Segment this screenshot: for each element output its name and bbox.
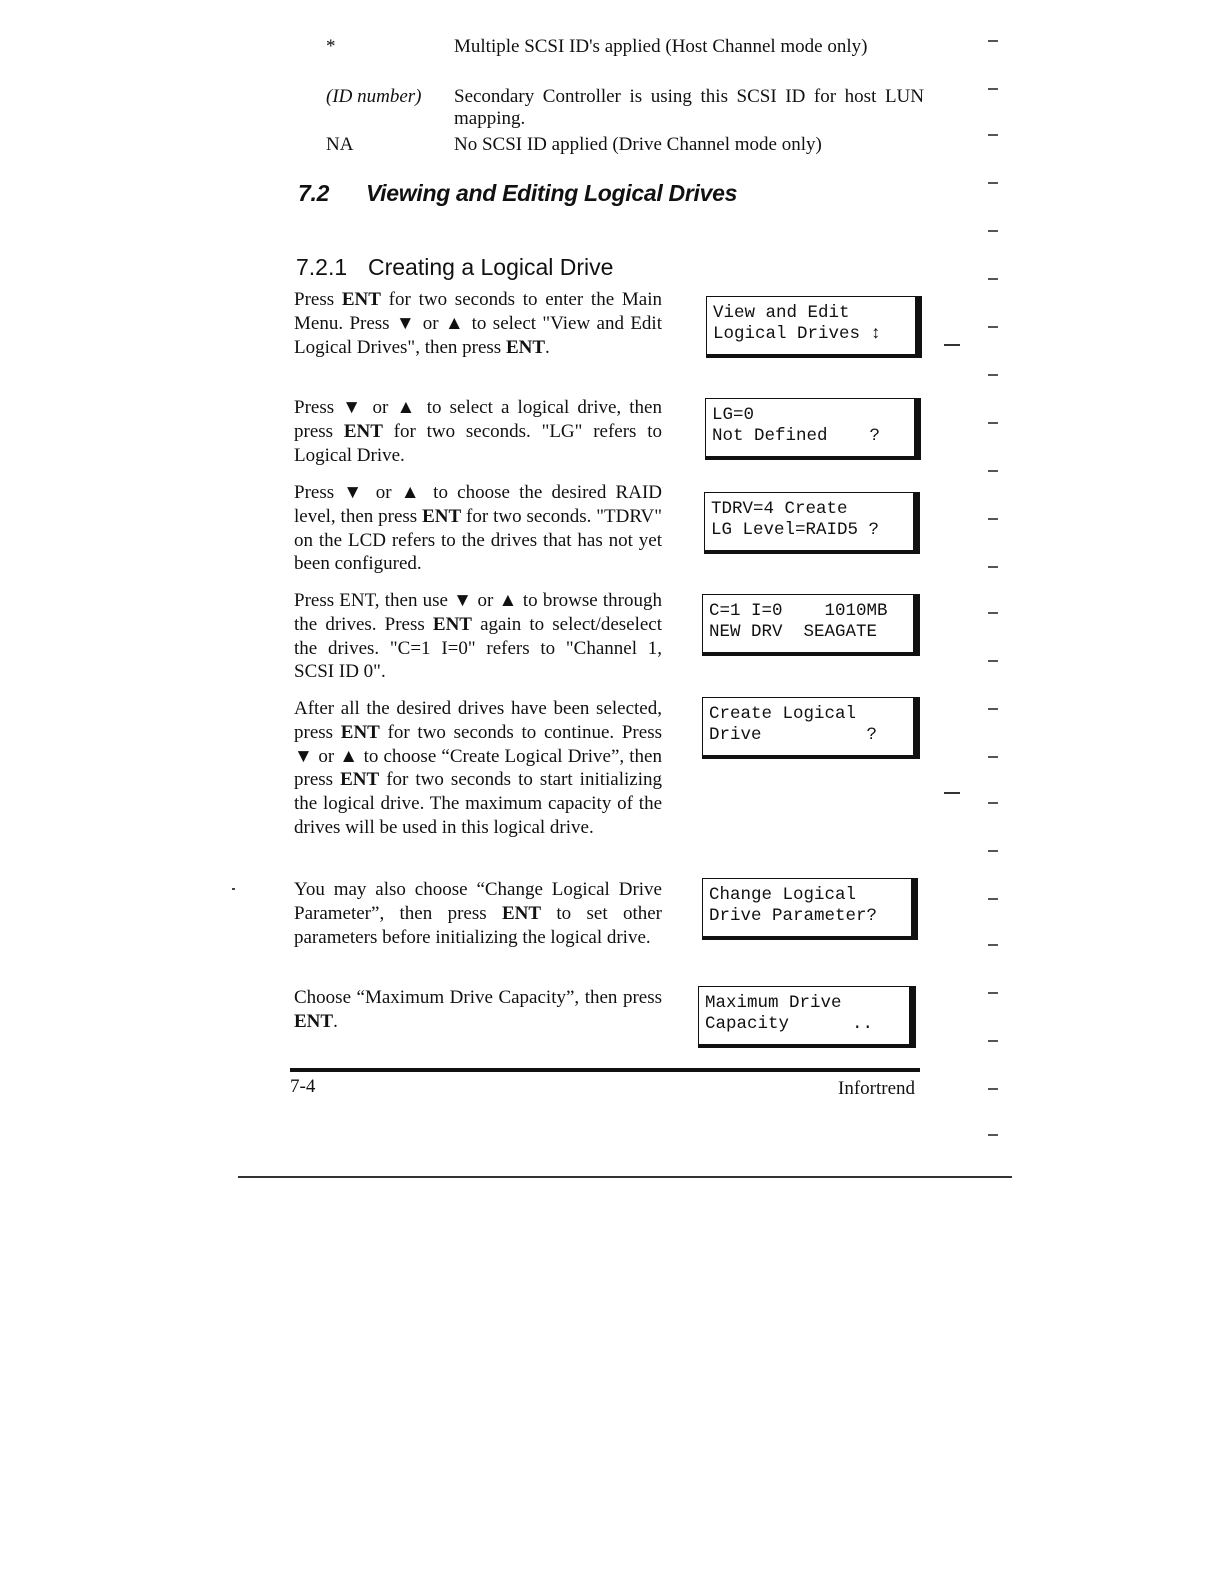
definition-description: No SCSI ID applied (Drive Channel mode only) (454, 134, 822, 155)
instruction-paragraph: Press ENT for two seconds to enter the Main Menu. Press ▼ or ▲ to select "View and Edit Logical Drives", then press ENT. (294, 289, 662, 358)
scan-artifact (988, 40, 998, 42)
lcd-screen-lg-not-defined (705, 398, 921, 460)
lcd-line: Capacity .. (705, 1014, 874, 1034)
scan-artifact (988, 708, 998, 710)
definition-term: (ID number) (326, 86, 422, 107)
scan-artifact (988, 1134, 998, 1136)
scan-artifact (988, 1088, 998, 1090)
scan-artifact (988, 182, 998, 184)
instruction-paragraph: Press ▼ or ▲ to select a logical drive, then press ENT for two seconds. "LG" refers to Logical Drive. (294, 397, 662, 466)
scan-artifact (988, 518, 998, 520)
lcd-line: Logical Drives ↕ (713, 324, 882, 344)
instruction-paragraph: You may also choose “Change Logical Drive Parameter”, then press ENT to set other parameters before initializing the logical drive. (294, 879, 662, 948)
subsection-heading (296, 254, 613, 281)
instruction-paragraph: Choose “Maximum Drive Capacity”, then press ENT. (294, 987, 662, 1032)
subsection-number: 7.2.1 (296, 254, 348, 280)
scan-artifact (988, 422, 998, 424)
lcd-line: LG Level=RAID5 ? (711, 520, 880, 540)
scan-artifact (988, 756, 998, 758)
scan-artifact (988, 612, 998, 614)
scan-artifact (988, 230, 998, 232)
lcd-screen-tdrv-create (704, 492, 920, 554)
instruction-paragraph: Press ▼ or ▲ to choose the desired RAID level, then press ENT for two seconds. "TDRV" on the LCD refers to the drives that has not yet been configured. (294, 482, 662, 575)
lcd-line: Drive ? (709, 725, 878, 745)
lcd-line: Not Defined ? (712, 426, 881, 446)
lcd-line: C=1 I=0 1010MB (709, 601, 888, 621)
footer-brand: Infortrend (838, 1078, 916, 1099)
lcd-line: Maximum Drive (705, 993, 842, 1013)
scan-artifact (232, 888, 235, 890)
section-heading (298, 180, 737, 207)
instruction-paragraph: After all the desired drives have been selected, press ENT for two seconds to continue. Press ▼ or ▲ to choose “Create Logical Drive”, then press ENT for two seconds to start initializing the logical drive. The maximum capacity of the drives will be used in this logical drive. (294, 698, 662, 838)
scan-artifact (988, 1040, 998, 1042)
scan-artifact (988, 134, 998, 136)
lcd-line: LG=0 (712, 405, 755, 425)
scan-artifact (988, 470, 998, 472)
lcd-screen-change-logical-drive-parameter (702, 878, 918, 940)
lcd-screen-create-logical-drive (702, 697, 920, 759)
scan-artifact (944, 792, 960, 794)
scan-artifact (944, 344, 960, 346)
lcd-screen-drive-select (702, 594, 920, 656)
definition-description: Secondary Controller is using this SCSI ID for host LUN mapping. (454, 86, 924, 129)
scan-artifact (988, 374, 998, 376)
lcd-line: Create Logical (709, 704, 857, 724)
scan-artifact (988, 566, 998, 568)
definition-term: NA (326, 134, 354, 155)
scan-artifact (988, 944, 998, 946)
scan-artifact (988, 898, 998, 900)
scan-artifact (988, 802, 998, 804)
lcd-line: TDRV=4 Create (711, 499, 848, 519)
section-number: 7.2 (298, 180, 330, 206)
scan-artifact (988, 850, 998, 852)
scan-artifact (988, 278, 998, 280)
scan-artifact (988, 88, 998, 90)
lcd-screen-maximum-drive-capacity (698, 986, 916, 1048)
lcd-line: NEW DRV SEAGATE (709, 622, 878, 642)
scan-artifact (988, 992, 998, 994)
lcd-line: Drive Parameter? (709, 906, 878, 926)
definition-description: Multiple SCSI ID's applied (Host Channel mode only) (454, 36, 868, 57)
section-title: Viewing and Editing Logical Drives (366, 180, 738, 206)
subsection-title: Creating a Logical Drive (368, 254, 614, 280)
page-number: 7-4 (290, 1076, 316, 1097)
lcd-screen-view-edit-logical-drives (706, 296, 922, 358)
scan-artifact (988, 660, 998, 662)
scan-edge-line (238, 1176, 1012, 1178)
scan-artifact (988, 326, 998, 328)
lcd-line: Change Logical (709, 885, 857, 905)
footer-rule (290, 1068, 920, 1072)
definition-term: * (326, 36, 336, 57)
lcd-line: View and Edit (713, 303, 850, 323)
instruction-paragraph: Press ENT, then use ▼ or ▲ to browse through the drives. Press ENT again to select/deselect the drives. "C=1 I=0" refers to "Channel 1, SCSI ID 0". (294, 590, 663, 683)
